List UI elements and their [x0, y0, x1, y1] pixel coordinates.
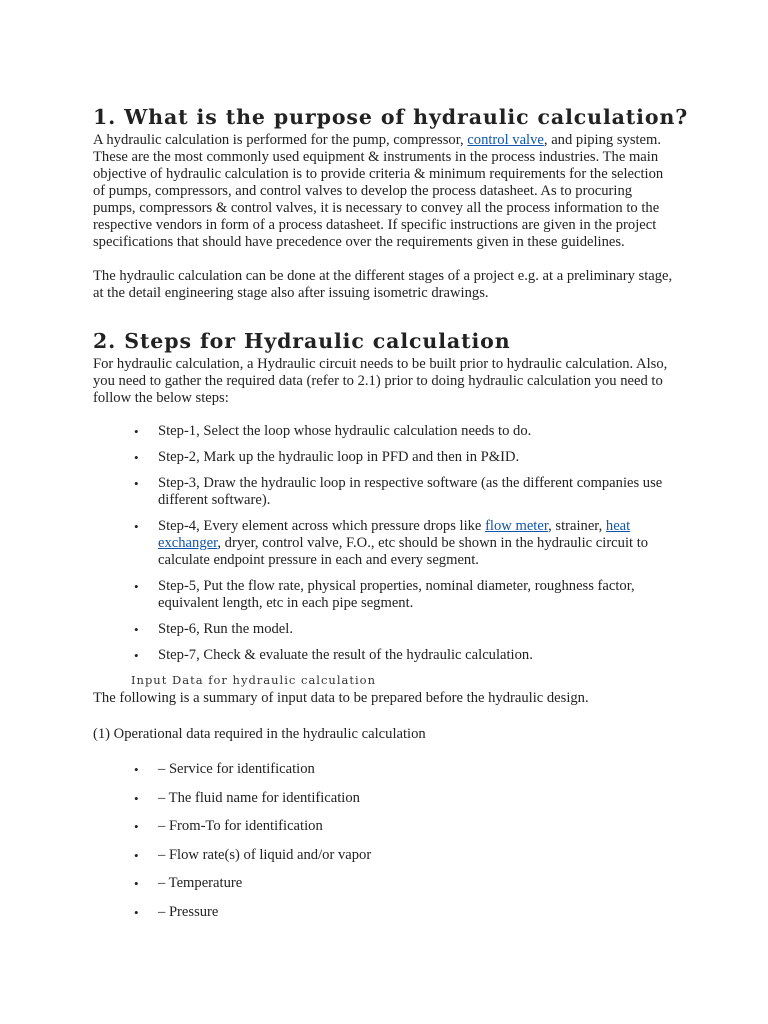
step-7-item: • Step-7, Check & evaluate the result of the hydraulic calculation.	[134, 647, 533, 663]
section-1-paragraph-2: The hydraulic calculation can be done at the different stages of a project e.g. at a preliminary stage, at the detail engineering stage also after issuing isometric drawings.	[93, 268, 673, 301]
step-2-item: • Step-2, Mark up the hydraulic loop in PFD and then in P&ID.	[134, 449, 520, 465]
bullet: •	[134, 790, 139, 806]
bullet: •	[134, 648, 139, 663]
bullet: •	[134, 622, 139, 637]
step-6-item: • Step-6, Run the model.	[134, 621, 293, 637]
bullet: •	[134, 450, 139, 465]
flow-meter-link[interactable]: flow meter	[485, 518, 549, 534]
list-item: • – The fluid name for identification	[134, 789, 360, 806]
bullet: •	[134, 424, 139, 439]
section-1-heading: 1. What is the purpose of hydraulic calculation?	[93, 105, 689, 129]
article-content	[93, 102, 689, 933]
section-2-heading: 2. Steps for Hydraulic calculation	[93, 329, 511, 353]
step-1-item: • Step-1, Select the loop whose hydraulic calculation needs to do.	[134, 423, 532, 439]
bullet: •	[134, 762, 139, 777]
heat-exchanger-link[interactable]: heat exchanger	[158, 518, 631, 551]
bullet: •	[134, 819, 139, 835]
bullet: •	[134, 904, 139, 920]
operational-data-heading: (1) Operational data required in the hydraulic calculation	[93, 726, 426, 742]
step-3-item: • Step-3, Draw the hydraulic loop in respective software (as the different companies use different software).	[134, 475, 663, 508]
steps-list	[93, 423, 673, 664]
list-item: • – Service for identification	[134, 761, 315, 777]
list-item: • – Pressure	[134, 903, 219, 920]
section-2-intro: For hydraulic calculation, a Hydraulic circuit needs to be built prior to hydraulic calculation. Also, you need to gather the required data (refer to 2.1) prior to doing hydraulic calculation you need to follow the below steps:	[93, 356, 668, 406]
operational-data-list	[93, 761, 673, 921]
step-4-item: • Step-4, Every element across which pressure drops like flow meter, strainer, heat exchanger, dryer, control valve, F.O., etc should be shown in the hydraulic circuit to calculate endpoint pressure in each and every segment.	[134, 518, 649, 568]
bullet: •	[134, 579, 139, 594]
bullet: •	[134, 519, 139, 534]
step-5-item: • Step-5, Put the flow rate, physical properties, nominal diameter, roughness factor, equivalent length, etc in each pipe segment.	[134, 578, 635, 611]
section-1-paragraph-1: A hydraulic calculation is performed for the pump, compressor, control valve, and piping system. These are the most commonly used equipment & instruments in the process industries. The main objective of hydraulic calculation is to provide criteria & minimum requirements for the selection of pumps, compressors, and control valves to develop the process datasheet. As to procuring pumps, compressors & control valves, it is necessary to convey all the process information to the respective vendors in form of a process datasheet. If specific instructions are given in the project specifications that should have precedence over the requirements given in these guidelines.	[93, 132, 664, 250]
bullet: •	[134, 847, 139, 863]
list-item: • – Temperature	[134, 875, 243, 892]
input-data-summary: The following is a summary of input data to be prepared before the hydraulic design.	[93, 690, 589, 706]
bullet: •	[134, 476, 139, 491]
bullet: •	[134, 876, 139, 892]
input-data-subheading: Input Data for hydraulic calculation	[131, 673, 376, 687]
list-item: • – From-To for identification	[134, 818, 323, 835]
control-valve-link[interactable]: control valve	[467, 132, 544, 148]
list-item: • – Flow rate(s) of liquid and/or vapor	[134, 846, 372, 863]
